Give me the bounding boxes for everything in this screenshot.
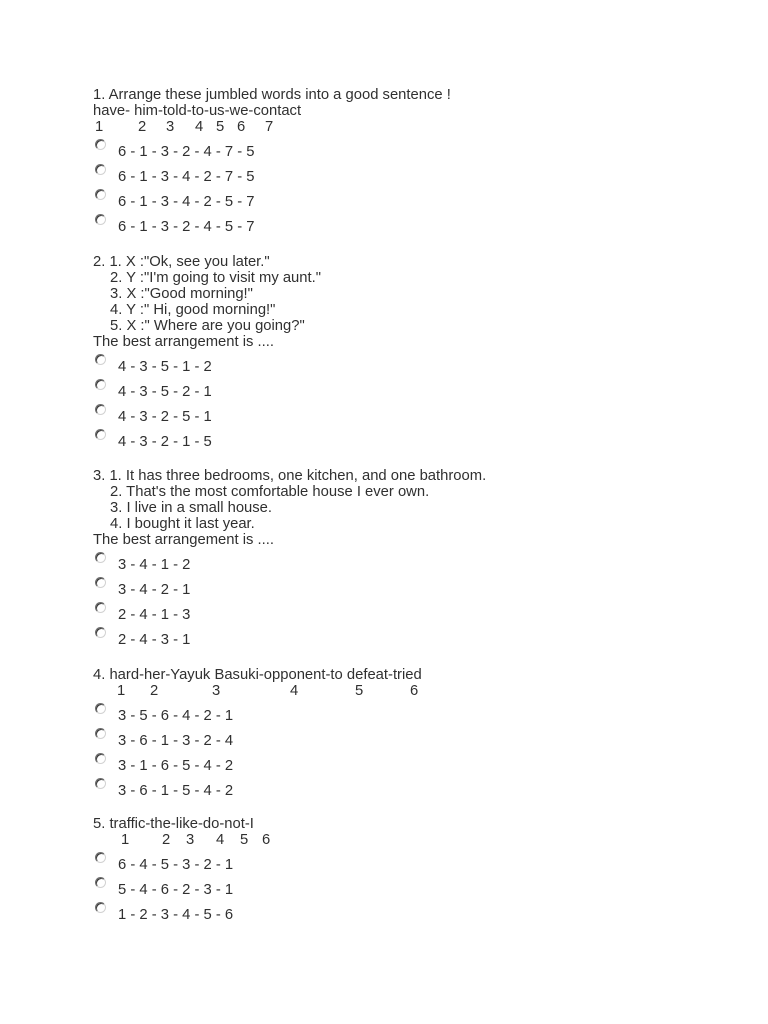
answer-option bbox=[93, 355, 733, 380]
word-number: 4 bbox=[290, 683, 299, 699]
option-radio[interactable] bbox=[95, 778, 106, 789]
answer-option bbox=[93, 190, 733, 215]
question-stem: The best arrangement is .... bbox=[93, 334, 274, 350]
word-number: 5 bbox=[355, 683, 364, 699]
answer-option bbox=[93, 729, 733, 754]
option-radio[interactable] bbox=[95, 139, 106, 150]
answer-option bbox=[93, 628, 733, 653]
option-label: 2 - 4 - 3 - 1 bbox=[118, 632, 191, 648]
word-number: 6 bbox=[237, 119, 246, 135]
answer-option bbox=[93, 405, 733, 430]
word-numbers bbox=[93, 832, 733, 848]
question-stem: The best arrangement is .... bbox=[93, 532, 274, 548]
jumbled-words: have- him-told-to-us-we-contact bbox=[93, 103, 302, 119]
word-number: 2 bbox=[150, 683, 159, 699]
option-radio[interactable] bbox=[95, 552, 106, 563]
dialogue-line: 2. Y :"I'm going to visit my aunt." bbox=[110, 270, 321, 286]
option-label: 3 - 4 - 2 - 1 bbox=[118, 582, 191, 598]
option-label: 3 - 1 - 6 - 5 - 4 - 2 bbox=[118, 758, 234, 774]
answer-options bbox=[93, 140, 733, 240]
dialogue-line: 5. X :" Where are you going?" bbox=[110, 318, 305, 334]
word-number: 4 bbox=[216, 832, 225, 848]
option-radio[interactable] bbox=[95, 354, 106, 365]
option-label: 2 - 4 - 1 - 3 bbox=[118, 607, 191, 623]
option-label: 5 - 4 - 6 - 2 - 3 - 1 bbox=[118, 882, 234, 898]
sentence-line: 3. I live in a small house. bbox=[110, 500, 273, 516]
option-radio[interactable] bbox=[95, 577, 106, 588]
answer-option bbox=[93, 140, 733, 165]
answer-option bbox=[93, 754, 733, 779]
option-radio[interactable] bbox=[95, 189, 106, 200]
word-numbers bbox=[93, 119, 733, 135]
option-label: 4 - 3 - 5 - 1 - 2 bbox=[118, 359, 212, 375]
option-radio[interactable] bbox=[95, 429, 106, 440]
answer-option bbox=[93, 779, 733, 804]
option-label: 1 - 2 - 3 - 4 - 5 - 6 bbox=[118, 907, 234, 923]
option-radio[interactable] bbox=[95, 404, 106, 415]
option-label: 3 - 4 - 1 - 2 bbox=[118, 557, 191, 573]
option-radio[interactable] bbox=[95, 602, 106, 613]
answer-option bbox=[93, 853, 733, 878]
option-radio[interactable] bbox=[95, 852, 106, 863]
option-label: 6 - 1 - 3 - 2 - 4 - 5 - 7 bbox=[118, 219, 255, 235]
answer-option bbox=[93, 578, 733, 603]
option-radio[interactable] bbox=[95, 728, 106, 739]
option-label: 6 - 4 - 5 - 3 - 2 - 1 bbox=[118, 857, 234, 873]
option-label: 6 - 1 - 3 - 4 - 2 - 7 - 5 bbox=[118, 169, 255, 185]
dialogue-line: 2. 1. X :"Ok, see you later." bbox=[93, 254, 270, 270]
answer-option bbox=[93, 165, 733, 190]
word-number: 1 bbox=[95, 119, 104, 135]
word-number: 3 bbox=[186, 832, 195, 848]
option-label: 6 - 1 - 3 - 4 - 2 - 5 - 7 bbox=[118, 194, 255, 210]
dialogue-line: 3. X :"Good morning!" bbox=[110, 286, 253, 302]
sentence-line: 4. I bought it last year. bbox=[110, 516, 255, 532]
word-number: 2 bbox=[162, 832, 171, 848]
option-radio[interactable] bbox=[95, 214, 106, 225]
word-number: 6 bbox=[410, 683, 419, 699]
option-label: 6 - 1 - 3 - 2 - 4 - 7 - 5 bbox=[118, 144, 255, 160]
answer-option bbox=[93, 553, 733, 578]
answer-option bbox=[93, 704, 733, 729]
word-number: 1 bbox=[117, 683, 126, 699]
answer-option bbox=[93, 380, 733, 405]
question-1 bbox=[93, 87, 733, 240]
answer-option bbox=[93, 603, 733, 628]
word-number: 5 bbox=[216, 119, 225, 135]
option-radio[interactable] bbox=[95, 753, 106, 764]
word-number: 4 bbox=[195, 119, 204, 135]
question-prompt: 5. traffic-the-like-do-not-I bbox=[93, 816, 254, 832]
word-number: 7 bbox=[265, 119, 274, 135]
word-number: 6 bbox=[262, 832, 271, 848]
question-3 bbox=[93, 468, 733, 653]
sentence-line: 2. That's the most comfortable house I ever own. bbox=[110, 484, 430, 500]
answer-option bbox=[93, 430, 733, 455]
answer-options bbox=[93, 355, 733, 455]
option-label: 3 - 6 - 1 - 3 - 2 - 4 bbox=[118, 733, 234, 749]
option-radio[interactable] bbox=[95, 164, 106, 175]
sentence-line: 3. 1. It has three bedrooms, one kitchen, and one bathroom. bbox=[93, 468, 487, 484]
option-radio[interactable] bbox=[95, 877, 106, 888]
question-5 bbox=[93, 816, 733, 928]
option-radio[interactable] bbox=[95, 379, 106, 390]
option-label: 3 - 6 - 1 - 5 - 4 - 2 bbox=[118, 783, 234, 799]
word-number: 3 bbox=[166, 119, 175, 135]
word-number: 3 bbox=[212, 683, 221, 699]
word-number: 2 bbox=[138, 119, 147, 135]
question-prompt: 4. hard-her-Yayuk Basuki-opponent-to defeat-tried bbox=[93, 667, 422, 683]
option-label: 3 - 5 - 6 - 4 - 2 - 1 bbox=[118, 708, 234, 724]
question-prompt: 1. Arrange these jumbled words into a good sentence ! bbox=[93, 87, 451, 103]
answer-option bbox=[93, 903, 733, 928]
option-label: 4 - 3 - 2 - 5 - 1 bbox=[118, 409, 212, 425]
word-number: 1 bbox=[121, 832, 130, 848]
dialogue-line: 4. Y :" Hi, good morning!" bbox=[110, 302, 276, 318]
answer-option bbox=[93, 215, 733, 240]
answer-options bbox=[93, 704, 733, 804]
option-label: 4 - 3 - 5 - 2 - 1 bbox=[118, 384, 212, 400]
question-2 bbox=[93, 254, 733, 455]
option-label: 4 - 3 - 2 - 1 - 5 bbox=[118, 434, 212, 450]
answer-options bbox=[93, 553, 733, 653]
answer-option bbox=[93, 878, 733, 903]
option-radio[interactable] bbox=[95, 902, 106, 913]
option-radio[interactable] bbox=[95, 703, 106, 714]
word-numbers bbox=[93, 683, 733, 699]
answer-options bbox=[93, 853, 733, 928]
option-radio[interactable] bbox=[95, 627, 106, 638]
question-4 bbox=[93, 667, 733, 804]
word-number: 5 bbox=[240, 832, 249, 848]
